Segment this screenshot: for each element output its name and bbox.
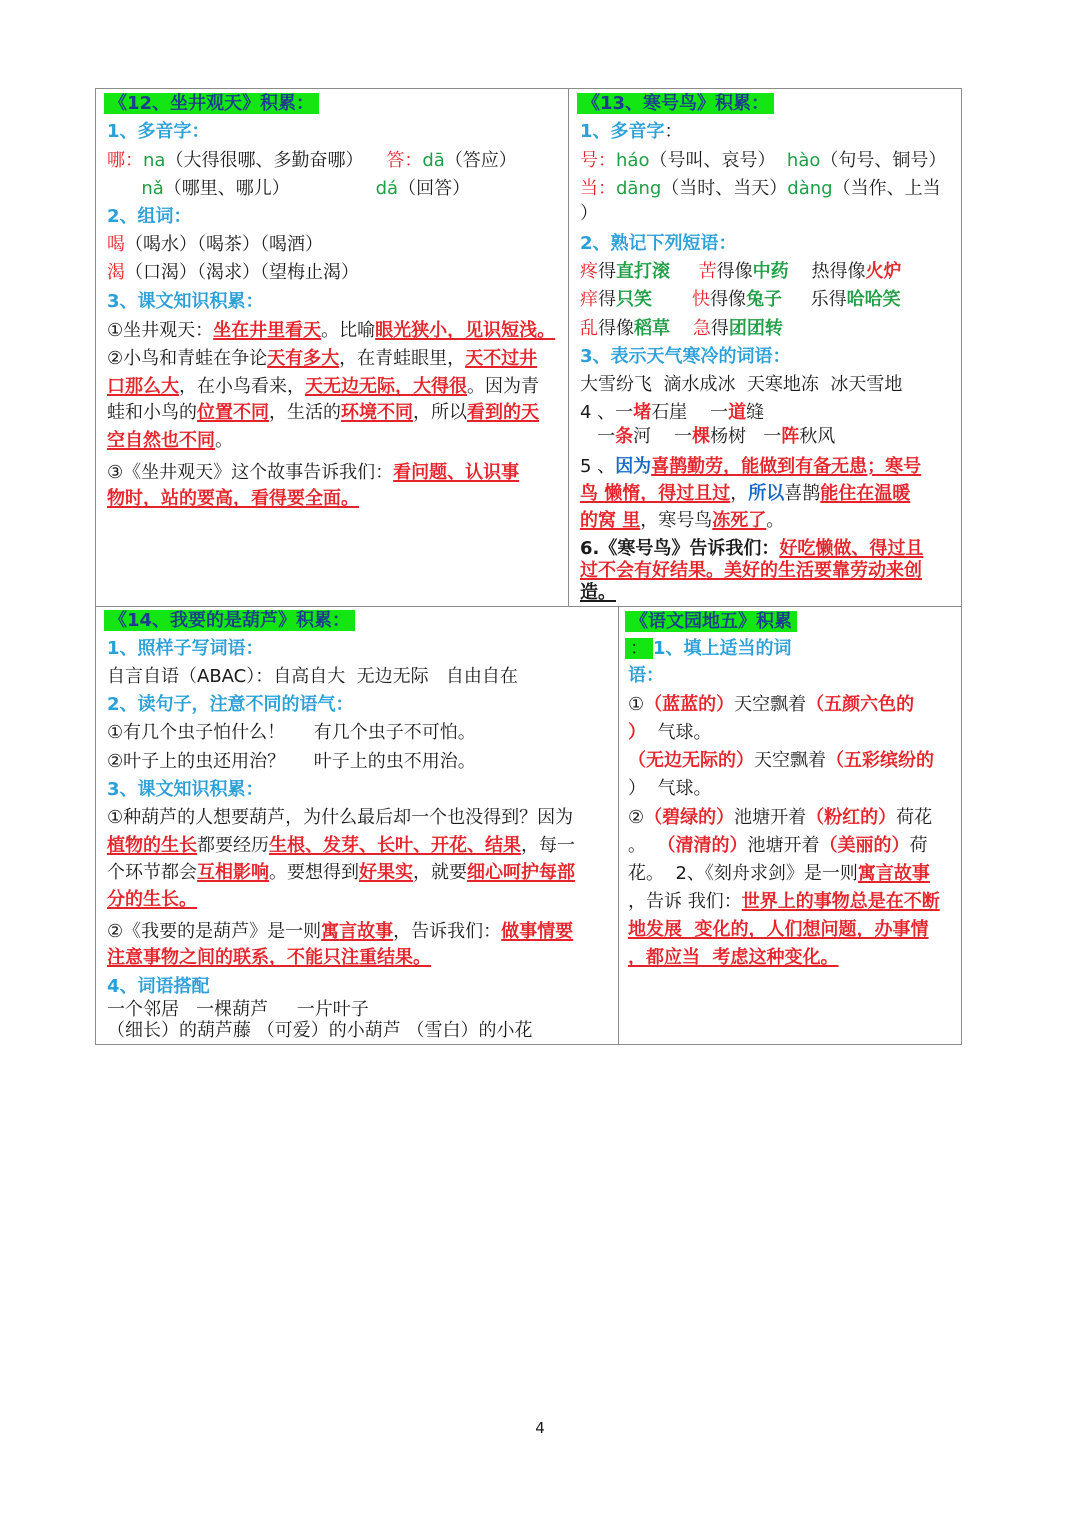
green-keyword: dá bbox=[375, 178, 399, 199]
red-keyword: （五颜六色的 bbox=[806, 694, 915, 715]
title-text: 《语文园地五》积累 bbox=[625, 611, 797, 632]
text-span: 得像 bbox=[710, 289, 747, 310]
text-span: ①有几个虫子怕什么！ 有几个虫子不可怕。 bbox=[107, 722, 476, 743]
underlined-answer: 能住在温暖 bbox=[820, 483, 911, 504]
text-line bbox=[628, 861, 930, 887]
text-span: ② bbox=[628, 807, 645, 828]
text-span: ① bbox=[628, 694, 645, 715]
red-keyword: （粉红的） bbox=[806, 807, 897, 828]
text-span: ，就要 bbox=[413, 862, 467, 883]
section-heading: 4、词语搭配 bbox=[107, 976, 210, 997]
underlined-answer: 造。 bbox=[580, 582, 616, 603]
text-line bbox=[580, 176, 941, 202]
underlined-answer: 眼光狭小，见识短浅。 bbox=[375, 320, 556, 341]
underlined-answer: 互相影响 bbox=[197, 862, 269, 883]
red-keyword: 喝 bbox=[107, 234, 125, 255]
green-keyword: 稻草 bbox=[634, 318, 670, 339]
section-heading: 3、课文知识积累： bbox=[107, 779, 264, 800]
text-line bbox=[107, 945, 431, 971]
underlined-answer: 天不过井 bbox=[465, 348, 538, 369]
text-span: （回答） bbox=[398, 178, 471, 199]
red-keyword: 快 bbox=[652, 289, 711, 310]
text-span: （句号、铜号） bbox=[820, 150, 947, 171]
text-line bbox=[580, 344, 791, 370]
text-span: ，告诉 我们： bbox=[628, 891, 742, 912]
text-span: ②叶子上的虫还用治？ 叶子上的虫不用治。 bbox=[107, 751, 476, 772]
text-line bbox=[628, 917, 929, 943]
text-span: （哪里、哪儿） bbox=[163, 178, 376, 199]
text-span: 所以 bbox=[748, 483, 785, 504]
text-span: 因为 bbox=[615, 456, 652, 477]
green-keyword: hào bbox=[786, 150, 821, 171]
text-span: 天空飘着 bbox=[754, 750, 826, 771]
text-line bbox=[107, 318, 555, 344]
text-span: 池塘开着 bbox=[734, 807, 807, 828]
underlined-answer: 寓言故事 bbox=[321, 921, 394, 942]
text-line bbox=[107, 400, 539, 426]
text-line bbox=[107, 232, 323, 258]
red-keyword: 急 bbox=[670, 318, 711, 339]
title-text: 《14、我要的是葫芦》积累： bbox=[104, 610, 355, 631]
underlined-answer: 过不会有好结果。美好的生活要靠劳动来创 bbox=[580, 560, 922, 581]
underlined-answer: 天无边无际，大得很 bbox=[305, 376, 467, 397]
text-span: 气球。 bbox=[646, 722, 712, 743]
text-line bbox=[580, 201, 598, 227]
underlined-answer: 物时，站的要高，看得要全面。 bbox=[107, 488, 359, 509]
underlined-answer: 好果实 bbox=[359, 862, 413, 883]
text-line bbox=[107, 460, 519, 486]
text-span: ） 气球。 bbox=[628, 778, 712, 799]
text-span: 得 bbox=[598, 261, 616, 282]
cell-lesson-12 bbox=[95, 88, 569, 607]
text-span: 自言自语（ABAC）：自高自大 无边无际 自由自在 bbox=[107, 666, 518, 687]
text-line bbox=[107, 119, 210, 145]
section-heading: 2、组词： bbox=[107, 206, 192, 227]
text-line bbox=[107, 777, 264, 803]
green-keyword: dàng bbox=[787, 178, 833, 199]
text-span: 个环节都会 bbox=[107, 862, 197, 883]
text-span: ，寒号鸟 bbox=[640, 510, 713, 531]
red-keyword: 苦 bbox=[670, 261, 717, 282]
text-span: ，在小鸟看来， bbox=[179, 376, 305, 397]
text-span: 都要经历 bbox=[197, 835, 269, 856]
text-span: ，生活的 bbox=[269, 402, 341, 423]
text-line bbox=[580, 259, 902, 285]
text-span: （细长）的葫芦藤 （可爱）的小葫芦 （雪白）的小花 bbox=[107, 1020, 533, 1041]
green-keyword: nǎ bbox=[107, 178, 164, 199]
text-line bbox=[580, 558, 922, 584]
underlined-answer: 好吃懒做、得过且 bbox=[779, 538, 924, 559]
red-keyword: ） bbox=[628, 722, 646, 743]
red-keyword: （无边无际的） bbox=[628, 750, 754, 771]
text-span: 得 bbox=[710, 318, 729, 339]
text-span: 石崖 一 bbox=[651, 402, 729, 423]
text-line bbox=[107, 749, 476, 775]
text-line bbox=[628, 720, 711, 746]
text-span: 秋风 bbox=[799, 426, 836, 447]
underlined-answer: 口那么大 bbox=[107, 376, 179, 397]
text-line bbox=[107, 428, 233, 454]
section-heading: 1、填上适当的词 bbox=[653, 638, 792, 659]
green-keyword: 兔子 bbox=[746, 289, 783, 310]
underlined-answer: 分的生长。 bbox=[107, 889, 197, 910]
title-text: 《13、寒号鸟》积累： bbox=[577, 93, 774, 114]
red-keyword: （五彩缤纷的 bbox=[826, 750, 934, 771]
red-keyword: 条 bbox=[615, 426, 634, 447]
section-heading: 1、多音字： bbox=[107, 121, 210, 142]
underlined-answer: 看到的天 bbox=[467, 402, 539, 423]
section-heading: 1、照样子写词语： bbox=[107, 638, 264, 659]
red-keyword: 答： bbox=[386, 150, 423, 171]
underlined-answer: 的窝 里 bbox=[580, 510, 641, 531]
text-span: 。 bbox=[215, 430, 233, 451]
text-line bbox=[628, 663, 664, 689]
text-span: （号叫、哀号） bbox=[649, 150, 787, 171]
text-line bbox=[107, 833, 575, 859]
text-line bbox=[107, 289, 264, 315]
cell-title bbox=[107, 91, 319, 117]
text-span: 。因为青 bbox=[467, 376, 539, 397]
page-number: 4 bbox=[535, 1419, 545, 1437]
underlined-answer: 做事情要 bbox=[501, 921, 574, 942]
green-keyword: háo bbox=[616, 150, 650, 171]
text-span: 4 、一 bbox=[580, 402, 634, 423]
text-span: 热得像 bbox=[788, 261, 866, 282]
text-span: ，每一 bbox=[521, 835, 575, 856]
text-span: 一 bbox=[580, 426, 616, 447]
text-span: （当时、当天） bbox=[661, 178, 788, 199]
text-line bbox=[628, 833, 927, 859]
text-line bbox=[580, 508, 784, 534]
text-span: （答应） bbox=[444, 150, 517, 171]
text-line bbox=[628, 889, 940, 915]
text-span: ①坐井观天： bbox=[107, 320, 214, 341]
underlined-answer: 天有多大 bbox=[267, 348, 340, 369]
text-span: 河 一 bbox=[633, 426, 693, 447]
section-heading: 语： bbox=[628, 665, 664, 686]
underlined-answer: 喜鹊勤劳，能做到有备无患；寒号 bbox=[651, 456, 922, 477]
red-keyword: 渴 bbox=[107, 262, 125, 283]
text-span: 一个邻居 一棵葫芦 一片叶子 bbox=[107, 999, 369, 1020]
text-span: ， bbox=[730, 483, 749, 504]
red-keyword: 当： bbox=[580, 178, 616, 199]
text-line bbox=[628, 945, 839, 971]
text-span: 荷 bbox=[909, 835, 928, 856]
underlined-answer: 坐在井里看天 bbox=[213, 320, 322, 341]
red-keyword: （美丽的） bbox=[819, 835, 910, 856]
red-keyword: 阵 bbox=[781, 426, 800, 447]
underlined-answer: 看问题、认识事 bbox=[393, 462, 520, 483]
green-keyword: 只笑 bbox=[616, 289, 652, 310]
text-span: 缝 bbox=[746, 402, 765, 423]
text-span: （喝水）（喝茶）（喝酒） bbox=[125, 234, 323, 255]
text-line bbox=[107, 1018, 532, 1044]
red-keyword: 哪： bbox=[107, 150, 143, 171]
underlined-answer: 地发展 变化的，人们想问题，办事情 bbox=[628, 919, 929, 940]
red-keyword: 道 bbox=[728, 402, 747, 423]
text-line bbox=[580, 231, 737, 257]
text-span: 池塘开着 bbox=[747, 835, 820, 856]
cell-title bbox=[628, 609, 797, 635]
text-span: （口渴）（渴求）（望梅止渴） bbox=[125, 262, 359, 283]
cell-title bbox=[107, 608, 355, 634]
text-line bbox=[107, 486, 359, 512]
text-line bbox=[107, 346, 537, 372]
text-span: 乐得 bbox=[782, 289, 847, 310]
text-span: ①种葫芦的人想要葫芦，为什么最后却一个也没得到？因为 bbox=[107, 807, 574, 828]
red-keyword: 疼 bbox=[580, 261, 598, 282]
text-span: 天空飘着 bbox=[734, 694, 807, 715]
text-span: 。 bbox=[766, 510, 785, 531]
underlined-answer: 植物的生长 bbox=[107, 835, 197, 856]
text-line bbox=[628, 748, 934, 774]
text-line bbox=[580, 400, 764, 426]
text-span: 喜鹊 bbox=[784, 483, 821, 504]
section-heading: 3、表示天气寒冷的词语： bbox=[580, 346, 791, 367]
red-keyword: 火炉 bbox=[865, 261, 902, 282]
text-span: 得像 bbox=[598, 318, 634, 339]
green-keyword: 哈哈笑 bbox=[846, 289, 901, 310]
text-line bbox=[628, 636, 792, 662]
text-span: （大得很哪、多勤奋哪） bbox=[165, 150, 387, 171]
green-keyword: 中药 bbox=[752, 261, 789, 282]
red-keyword: （蓝蓝的） bbox=[644, 694, 735, 715]
text-line bbox=[107, 860, 575, 886]
text-span: 蛙和小鸟的 bbox=[107, 402, 197, 423]
red-keyword: （清清的） bbox=[657, 835, 748, 856]
text-span: 5 、 bbox=[580, 456, 616, 477]
text-line bbox=[580, 119, 683, 145]
text-span: 。比喻 bbox=[321, 320, 376, 341]
text-span: 杨树 一 bbox=[710, 426, 782, 447]
text-span: ③《坐井观天》这个故事告诉我们： bbox=[107, 462, 394, 483]
text-line bbox=[107, 204, 192, 230]
text-span: ： bbox=[664, 121, 683, 142]
section-heading: 2、读句子，注意不同的语气： bbox=[107, 694, 354, 715]
cell-lesson-13 bbox=[568, 88, 962, 607]
text-line bbox=[580, 372, 902, 398]
text-line bbox=[107, 374, 539, 400]
underlined-answer: 世界上的事物总是在不断 bbox=[741, 891, 940, 912]
red-keyword: 堵 bbox=[633, 402, 652, 423]
red-keyword: （碧绿的） bbox=[644, 807, 735, 828]
underlined-answer: 寓言故事 bbox=[857, 863, 930, 884]
text-line bbox=[580, 148, 946, 174]
text-span: 6.《寒号鸟》告诉我们： bbox=[580, 538, 780, 559]
text-span: ： bbox=[625, 638, 653, 659]
text-line bbox=[628, 805, 932, 831]
text-line bbox=[107, 148, 517, 174]
text-line bbox=[107, 260, 359, 286]
text-line bbox=[580, 316, 783, 342]
section-heading: 2、熟记下列短语： bbox=[580, 233, 737, 254]
green-keyword: 团团转 bbox=[728, 318, 783, 339]
text-span: ，告诉我们： bbox=[393, 921, 502, 942]
text-line bbox=[107, 720, 476, 746]
underlined-answer: ，都应当 考虑这种变化。 bbox=[628, 947, 839, 968]
text-line bbox=[580, 287, 901, 313]
green-keyword: na bbox=[143, 150, 166, 171]
text-span: （当作、上当 bbox=[832, 178, 941, 199]
red-keyword: 号： bbox=[580, 150, 616, 171]
green-keyword: dāng bbox=[616, 178, 662, 199]
text-line bbox=[107, 636, 264, 662]
text-span: 得 bbox=[598, 289, 616, 310]
underlined-answer: 细心呵护每部 bbox=[467, 862, 575, 883]
text-span: 。要想得到 bbox=[269, 862, 359, 883]
text-span: ②小鸟和青蛙在争论 bbox=[107, 348, 268, 369]
title-text: 《12、坐井观天》积累： bbox=[104, 93, 319, 114]
text-line bbox=[107, 805, 573, 831]
text-line bbox=[107, 887, 197, 913]
green-keyword: dā bbox=[422, 150, 445, 171]
text-line bbox=[580, 580, 616, 606]
text-line bbox=[107, 176, 470, 202]
text-span: ，在青蛙眼里， bbox=[339, 348, 466, 369]
text-span: ②《我要的是葫芦》是一则 bbox=[107, 921, 322, 942]
underlined-answer: 注意事物之间的联系，不能只注重结果。 bbox=[107, 947, 431, 968]
text-line bbox=[580, 424, 835, 450]
underlined-answer: 冻死了 bbox=[712, 510, 767, 531]
underlined-answer: 生根、发芽、长叶、开花、结果 bbox=[269, 835, 521, 856]
underlined-answer: 鸟 懒惰，得过且过 bbox=[580, 483, 731, 504]
text-line bbox=[107, 919, 573, 945]
text-span: 荷花 bbox=[896, 807, 933, 828]
text-line bbox=[628, 776, 711, 802]
text-span: 花。 2、《刻舟求剑》是一则 bbox=[628, 863, 858, 884]
text-span: 得像 bbox=[716, 261, 753, 282]
text-span: 大雪纷飞 滴水成冰 天寒地冻 冰天雪地 bbox=[580, 374, 903, 395]
red-keyword: 棵 bbox=[692, 426, 711, 447]
text-span: ） bbox=[580, 203, 598, 224]
red-keyword: 痒 bbox=[580, 289, 598, 310]
underlined-answer: 位置不同 bbox=[197, 402, 269, 423]
underlined-answer: 环境不同 bbox=[341, 402, 413, 423]
red-keyword: 乱 bbox=[580, 318, 598, 339]
cell-yuwen-yuandi-5 bbox=[618, 606, 962, 1045]
text-line bbox=[580, 454, 921, 480]
text-line bbox=[107, 664, 518, 690]
text-line bbox=[107, 692, 354, 718]
text-span: ，所以 bbox=[413, 402, 467, 423]
text-span: 。 bbox=[628, 835, 658, 856]
cell-title bbox=[580, 91, 774, 117]
green-keyword: 直打滚 bbox=[616, 261, 670, 282]
text-line bbox=[580, 481, 910, 507]
underlined-answer: 空自然也不同 bbox=[107, 430, 215, 451]
section-heading: 3、课文知识积累： bbox=[107, 291, 264, 312]
section-heading: 1、多音字 bbox=[580, 121, 665, 142]
text-line bbox=[628, 692, 914, 718]
cell-lesson-14 bbox=[95, 606, 619, 1045]
